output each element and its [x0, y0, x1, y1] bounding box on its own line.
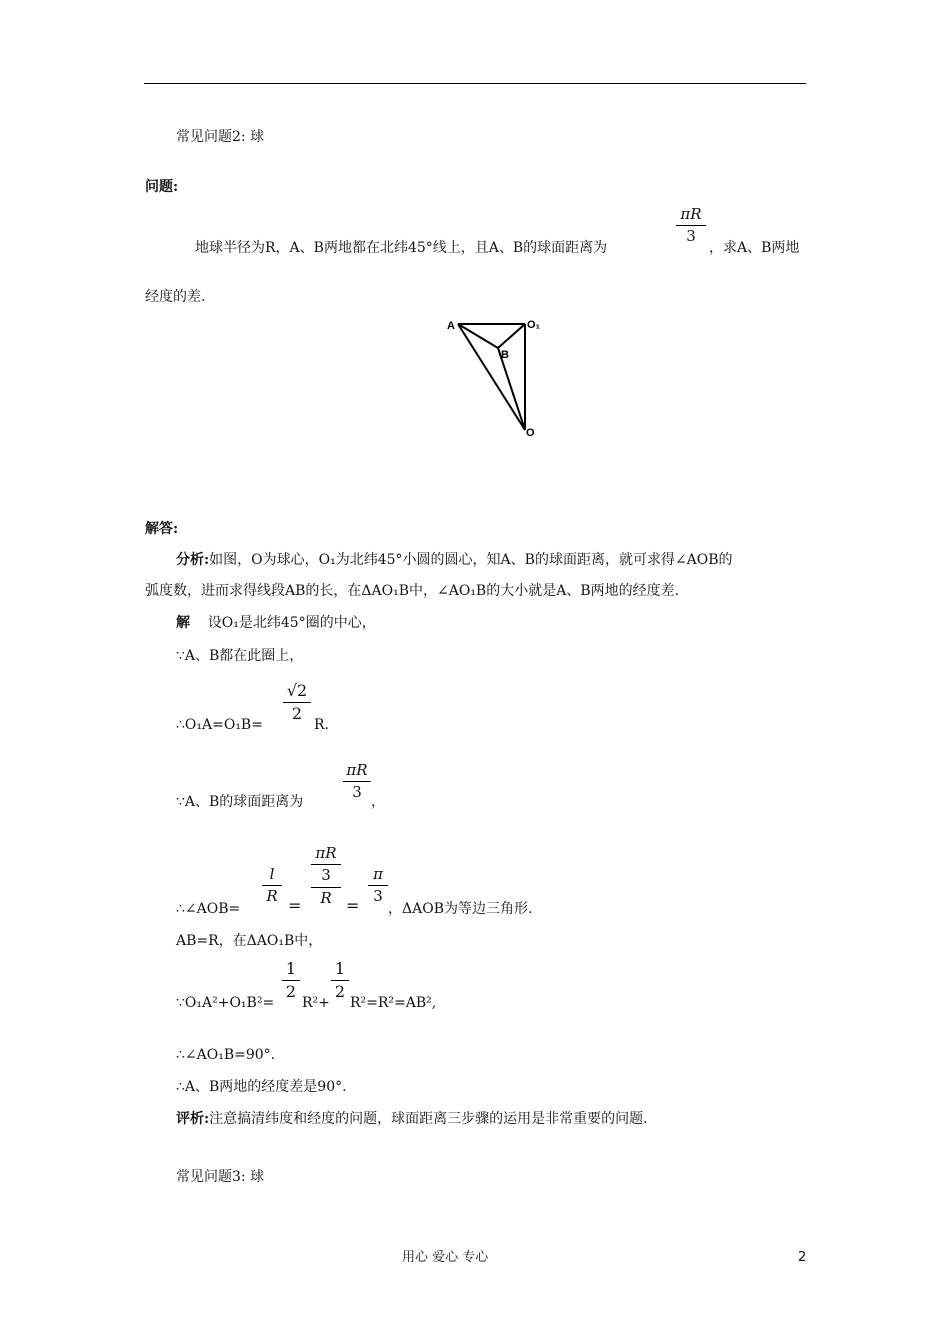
step4-suffix: ，: [371, 794, 385, 810]
step5-eq1: =: [288, 896, 302, 915]
problem-text-line1: 地球半径为R，A、B两地都在北纬45°线上，且A、B的球面距离为: [195, 240, 608, 256]
problem-fraction: [676, 207, 706, 244]
analysis-line2: 弧度数，进而求得线段AB的长，在ΔAO₁B中，∠AO₁B的大小就是A、B两地的经度差.: [145, 583, 680, 599]
step1: 设O₁是北纬45°圈的中心，: [207, 615, 376, 631]
analysis-line1: [176, 553, 733, 567]
label-O1: O₁: [527, 319, 541, 331]
figure-lines: [458, 324, 525, 430]
step9: ∴A、B两地的经度差是90°.: [176, 1079, 347, 1095]
step7-fraction1: [282, 961, 300, 1000]
fraction-denominator: 3: [352, 783, 362, 801]
fraction-denominator: R: [266, 887, 278, 905]
fraction-denominator: 2: [291, 704, 303, 723]
sphere-triangle-figure: [440, 312, 550, 442]
step8: ∴∠AO₁B=90°.: [176, 1047, 276, 1063]
step7-mid: R²+: [302, 995, 330, 1011]
step3-fraction: [283, 683, 311, 722]
label-B: B: [501, 349, 509, 361]
fraction-numerator: πR: [346, 761, 368, 779]
section-title-2: 常见问题2: 球: [176, 129, 265, 145]
review-label: 评析:: [176, 1111, 210, 1127]
analysis-text1: 如图，O为球心，O₁为北纬45°小圆的圆心，知A、B的球面距离，就可求得∠AOB的: [209, 552, 733, 568]
nested-numerator: πR: [315, 844, 337, 862]
page-number: 2: [798, 1250, 807, 1265]
step7-fraction2: [331, 961, 349, 1000]
step3-prefix: ∴O₁A=O₁B=: [176, 717, 263, 733]
fraction-numerator: π: [373, 865, 383, 883]
solve-label: 解: [176, 615, 190, 631]
fraction-denominator: 3: [373, 887, 383, 905]
step5-fraction3: [368, 867, 388, 904]
fraction-denominator: 3: [686, 227, 696, 245]
fraction-numerator: √2: [286, 681, 308, 700]
step5-suffix: ，ΔAOB为等边三角形.: [388, 901, 533, 917]
label-O: O: [526, 427, 535, 439]
step2: ∵A、B都在此圈上，: [176, 648, 304, 664]
step5-fraction2: [311, 846, 341, 906]
step3-suffix: R.: [314, 717, 329, 733]
fraction-numerator: 1: [285, 959, 297, 978]
header-rule: [144, 83, 806, 84]
fraction-numerator: 1: [334, 959, 346, 978]
review-text: 注意搞清纬度和经度的问题，球面距离三步骤的运用是非常重要的问题.: [209, 1111, 648, 1127]
step6: AB=R，在ΔAO₁B中，: [176, 933, 323, 949]
problem-text-line1-end: ，求A、B两地: [709, 240, 800, 256]
fraction-denominator: R: [320, 889, 332, 907]
solve-line: [176, 616, 376, 630]
step4-prefix: ∵A、B的球面距离为: [176, 794, 304, 810]
step5-prefix: ∴∠AOB=: [176, 901, 241, 917]
solution-label: 解答:: [145, 521, 179, 537]
footer-motto: 用心 爱心 专心: [402, 1250, 489, 1265]
fraction-denominator: 2: [334, 982, 346, 1001]
step7-prefix: ∵O₁A²+O₁B²=: [176, 995, 275, 1011]
step5-fraction1: [262, 867, 282, 904]
problem-label: 问题:: [145, 179, 179, 195]
analysis-label: 分析:: [176, 552, 210, 568]
review-line: [176, 1112, 648, 1126]
problem-text-line2: 经度的差.: [145, 289, 206, 305]
fraction-numerator: πR: [680, 205, 702, 223]
section-title-3: 常见问题3: 球: [176, 1169, 265, 1185]
step7-suffix: R²=R²=AB²,: [350, 995, 437, 1011]
step4-fraction: [343, 763, 371, 800]
fraction-numerator: l: [269, 865, 275, 883]
step5-eq2: =: [346, 896, 360, 915]
nested-denominator: 3: [321, 866, 331, 884]
fraction-denominator: 2: [285, 982, 297, 1001]
label-A: A: [447, 320, 455, 332]
